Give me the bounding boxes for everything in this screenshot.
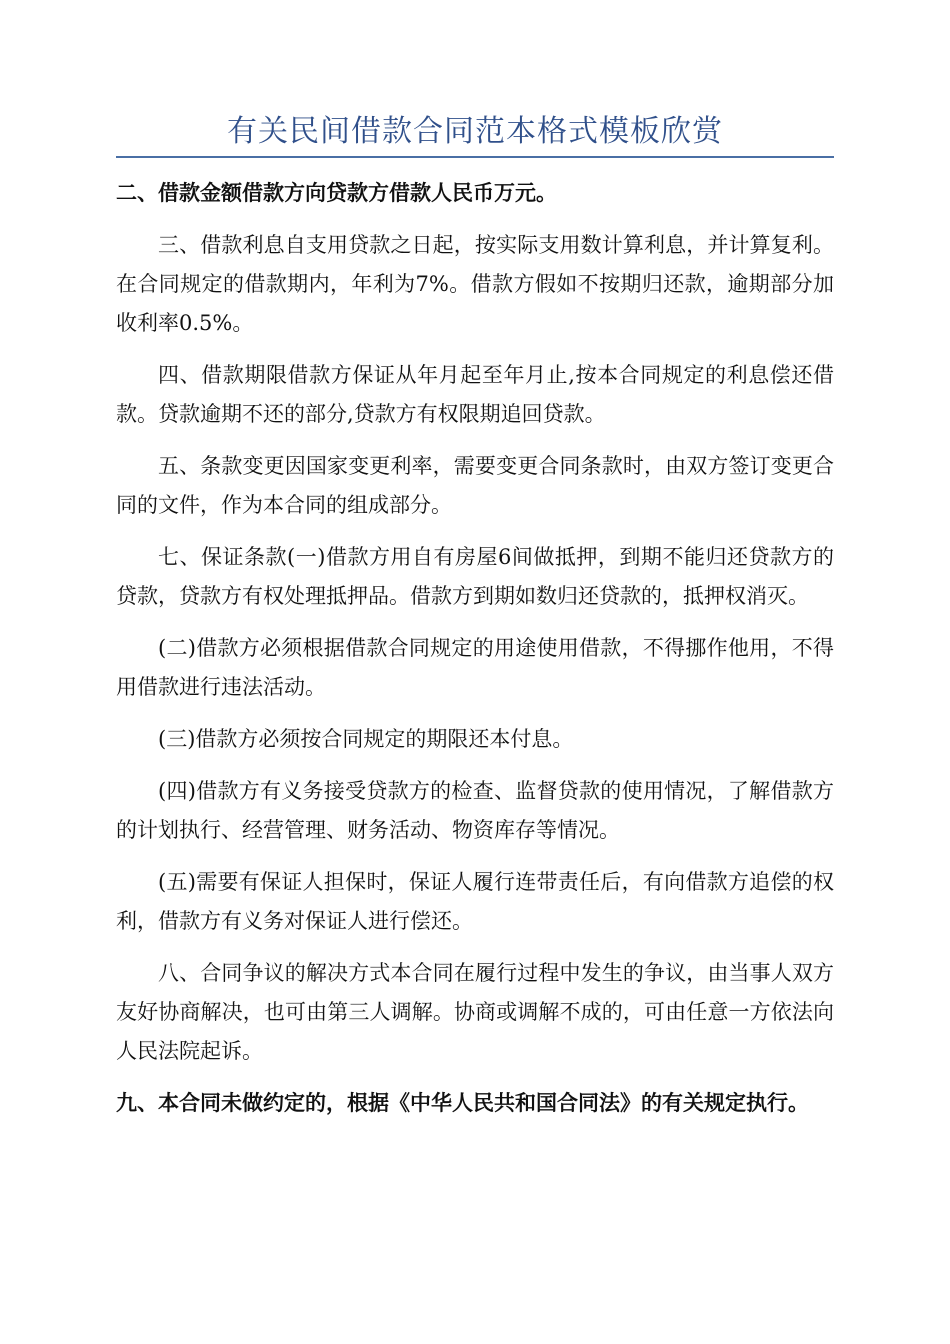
paragraph-other-provisions: 九、本合同未做约定的，根据《中华人民共和国合同法》的有关规定执行。 (116, 1091, 809, 1115)
page-title: 有关民间借款合同范本格式模板欣赏 (227, 114, 723, 149)
paragraph-guarantee-3: (三)借款方必须按合同规定的期限还本付息。 (158, 727, 574, 751)
paragraph-guarantee-1: 七、保证条款(一)借款方用自有房屋6间做抵押，到期不能归还贷款方的贷款，贷款方有权处理抵押品。借款方到期如数归还贷款的，抵押权消灭。 (116, 545, 834, 608)
paragraph-loan-amount: 二、借款金额借款方向贷款方借款人民币万元。 (116, 181, 557, 205)
document-body (116, 174, 834, 1123)
title-block (116, 112, 834, 158)
paragraph-guarantee-4: (四)借款方有义务接受贷款方的检查、监督贷款的使用情况，了解借款方的计划执行、经营管理、财务活动、物资库存等情况。 (116, 779, 834, 842)
paragraph-guarantee-5: (五)需要有保证人担保时，保证人履行连带责任后，有向借款方追偿的权利，借款方有义务对保证人进行偿还。 (116, 870, 834, 933)
paragraph-disputes: 八、合同争议的解决方式本合同在履行过程中发生的争议，由当事人双方友好协商解决，也可由第三人调解。协商或调解不成的，可由任意一方依法向人民法院起诉。 (116, 961, 834, 1063)
paragraph-changes: 五、条款变更因国家变更利率，需要变更合同条款时，由双方签订变更合同的文件，作为本合同的组成部分。 (116, 454, 834, 517)
paragraph-guarantee-2: (二)借款方必须根据借款合同规定的用途使用借款，不得挪作他用，不得用借款进行违法活动。 (116, 636, 834, 699)
paragraph-term: 四、借款期限借款方保证从年月起至年月止,按本合同规定的利息偿还借款。贷款逾期不还的部分,贷款方有权限期追回贷款。 (116, 363, 834, 426)
paragraph-interest: 三、借款利息自支用贷款之日起，按实际支用数计算利息，并计算复利。在合同规定的借款期内，年利为7%。借款方假如不按期归还款，逾期部分加收利率0.5%。 (116, 233, 834, 335)
